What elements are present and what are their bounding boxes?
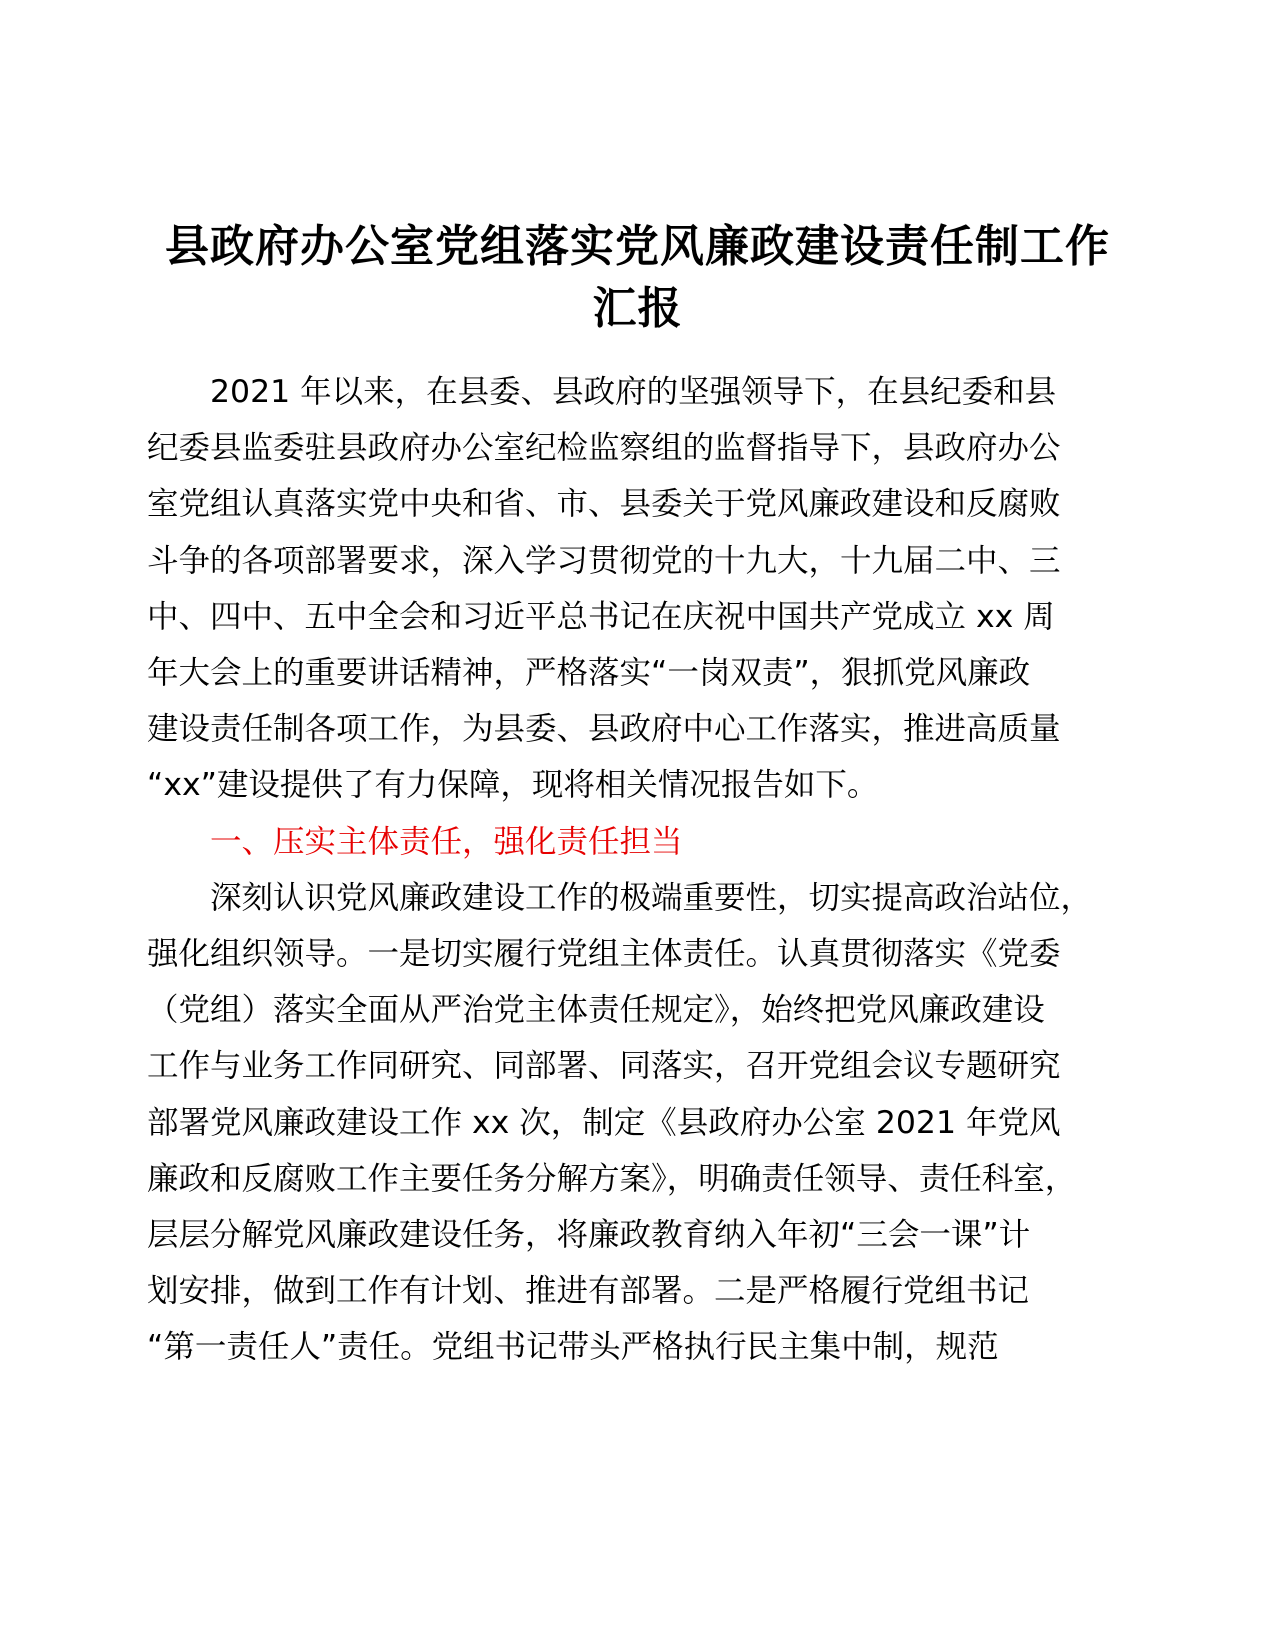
title-line: 汇报	[592, 283, 683, 334]
text-line: 纪委县监委驻县政府办公室纪检监察组的监督指导下，县政府办公	[147, 430, 1061, 467]
text-line: “xx”建设提供了有力保障，现将相关情况报告如下。	[147, 767, 879, 804]
text-line: 强化组织领导。一是切实履行党组主体责任。认真贯彻落实《党委	[147, 936, 1061, 972]
text-line: 建设责任制各项工作，为县委、县政府中心工作落实，推进高质量	[147, 711, 1061, 748]
text-line: 层层分解党风廉政建设任务，将廉政教育纳入年初“三会一课”计	[147, 1217, 1031, 1253]
text-line: 部署党风廉政建设工作 xx 次，制定《县政府办公室 2021 年党风	[147, 1104, 1061, 1141]
text-line: 2021 年以来，在县委、县政府的坚强领导下，在县纪委和县	[210, 374, 1057, 410]
document-title	[140, 216, 1135, 340]
section-heading: 一、压实主体责任，强化责任担当	[210, 823, 683, 860]
title-line: 县政府办公室党组落实党风廉政建设责任制工作	[165, 221, 1110, 272]
text-line: 斗争的各项部署要求，深入学习贯彻党的十九大，十九届二中、三	[147, 542, 1061, 579]
text-line: 廉政和反腐败工作主要任务分解方案》，明确责任领导、责任科室，	[147, 1160, 1077, 1197]
text-line: 年大会上的重要讲话精神，严格落实“一岗双责”，狠抓党风廉政	[147, 655, 1031, 691]
text-line: 中、四中、五中全会和习近平总书记在庆祝中国共产党成立 xx 周	[147, 598, 1055, 635]
text-line: “第一责任人”责任。党组书记带头严格执行民主集中制，规范	[147, 1329, 999, 1366]
text-line: 划安排，做到工作有计划、推进有部署。二是严格履行党组书记	[147, 1273, 1030, 1310]
text-line: 室党组认真落实党中央和省、市、县委关于党风廉政建设和反腐败	[147, 486, 1061, 523]
text-line: 深刻认识党风廉政建设工作的极端重要性，切实提高政治站位，	[210, 879, 1093, 916]
text-line: 工作与业务工作同研究、同部署、同落实，召开党组会议专题研究	[147, 1048, 1061, 1085]
text-line: （党组）落实全面从严治党主体责任规定》，始终把党风廉政建设	[147, 992, 1045, 1029]
